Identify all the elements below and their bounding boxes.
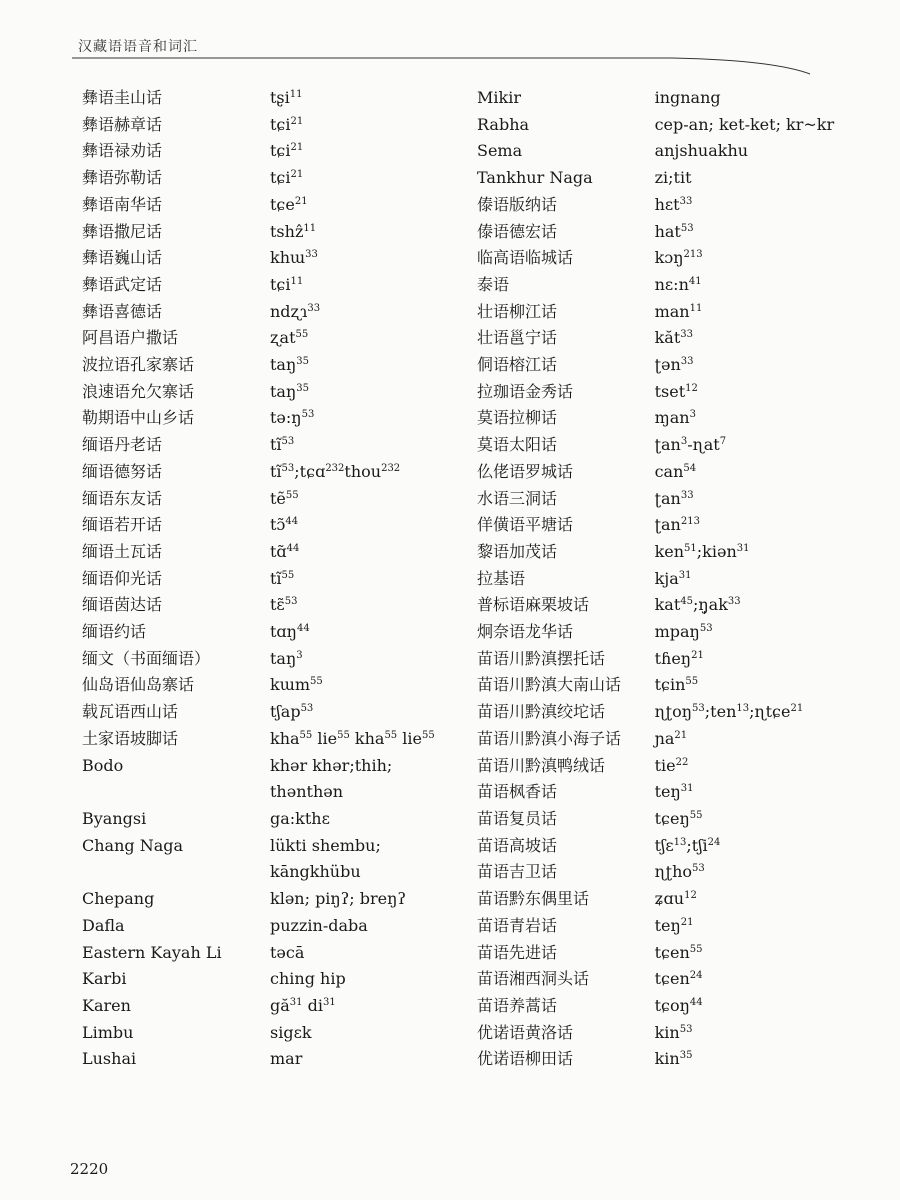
entry-row: [78, 966, 458, 993]
entry-row: [78, 619, 458, 646]
transcription: kin$^{53}$: [654, 1022, 693, 1042]
language-name: 傣语版纳话: [477, 194, 558, 214]
entry-row: [78, 646, 458, 673]
entry-row: [474, 726, 894, 753]
language-name: 缅文（书面缅语）: [82, 648, 211, 668]
entry-row: [474, 459, 894, 486]
transcription: ɲa$^{21}$: [654, 728, 688, 748]
language-name: 载瓦语西山话: [82, 702, 179, 722]
transcription: təcā: [270, 942, 305, 962]
language-name: 黎语加茂话: [477, 541, 558, 561]
right-column: [474, 85, 894, 1073]
entry-row: [78, 833, 458, 886]
language-name: 苗语枫香话: [477, 782, 558, 802]
transcription: $tĩ^{53};tɕɑ^{232}thou^{232}$: [270, 461, 401, 481]
transcription: hɛt$^{33}$: [654, 194, 693, 214]
language-name: Rabha: [477, 114, 530, 134]
transcription: tɕeŋ$^{55}$: [654, 808, 703, 828]
entry-row: [474, 753, 894, 780]
entry-row: [474, 779, 894, 806]
language-name: 苗语川黔滇鸭绒话: [477, 755, 606, 775]
entry-row: [78, 539, 458, 566]
transcription: tie$^{22}$: [654, 755, 689, 775]
transcription: teŋ$^{21}$: [654, 915, 694, 935]
entry-row: [474, 592, 894, 619]
transcription: $nɛ:n^{41}$: [654, 274, 702, 294]
entry-row: [474, 539, 894, 566]
entry-row: [474, 405, 894, 432]
transcription: cep-an; ket-ket; kr~kr: [654, 114, 835, 134]
transcription: teŋ$^{31}$: [654, 782, 694, 802]
transcription: ɳʈoŋ$^{53}$;ten$^{13}$;ɳtɕe$^{21}$: [654, 702, 804, 722]
transcription: ʈan$^{33}$: [654, 488, 694, 508]
language-name: Tankhur Naga: [477, 168, 593, 188]
entry-row: [474, 966, 894, 993]
transcription: ʑɑu$^{12}$: [654, 889, 697, 909]
entry-row: [474, 913, 894, 940]
transcription: ʈən$^{33}$: [654, 355, 694, 375]
language-name: 缅语德努话: [82, 461, 163, 481]
entry-row: [474, 1020, 894, 1047]
language-name: Limbu: [82, 1022, 134, 1042]
entry-row: [474, 325, 894, 352]
language-name: 苗语青岩话: [477, 915, 558, 935]
language-name: Chang Naga: [82, 835, 184, 855]
language-name: Dafla: [82, 915, 125, 935]
transcription: $tə:ŋ^{53}$: [270, 408, 315, 428]
running-header: 汉藏语语音和词汇: [78, 39, 198, 55]
entry-row: [474, 833, 894, 860]
language-name: 缅语若开话: [82, 515, 163, 535]
transcription: tɕen$^{55}$: [654, 942, 703, 962]
transcription: ga:kthɛ: [270, 808, 330, 828]
language-name: 缅语茵达话: [82, 595, 163, 615]
entry-row: [474, 299, 894, 326]
language-name: 苗语川黔滇摆托话: [477, 648, 606, 668]
language-name: 波拉语孔家寨话: [82, 355, 195, 375]
transcription: lükti shembu; kāngkhübu: [270, 835, 381, 882]
entry-row: [78, 85, 458, 112]
language-name: 优诺语黄洛话: [477, 1022, 574, 1042]
transcription: ɳʈho$^{53}$: [654, 862, 705, 882]
entry-row: [474, 993, 894, 1020]
language-name: 莫语拉柳话: [477, 408, 558, 428]
transcription: ɱan$^3$: [654, 408, 696, 428]
entry-row: [474, 432, 894, 459]
language-name: 彝语禄劝话: [82, 141, 163, 161]
language-name: 缅语土瓦话: [82, 541, 163, 561]
language-name: 拉珈语金秀话: [477, 381, 574, 401]
entry-row: [474, 245, 894, 272]
language-name: 缅语丹老话: [82, 435, 163, 455]
entry-row: [78, 512, 458, 539]
transcription: ndʐɿ$^{33}$: [270, 301, 321, 321]
language-name: 莫语太阳话: [477, 435, 558, 455]
transcription: kɔŋ$^{213}$: [654, 248, 703, 268]
entry-row: [78, 112, 458, 139]
language-name: 炯奈语龙华话: [477, 622, 574, 642]
transcription: $tĩ^{53}$: [270, 435, 295, 455]
entry-row: [78, 192, 458, 219]
entry-row: [474, 672, 894, 699]
language-name: 苗语高坡话: [477, 835, 558, 855]
entry-row: [78, 940, 458, 967]
language-name: 缅语仰光话: [82, 568, 163, 588]
language-name: Karbi: [82, 969, 127, 989]
language-name: 傣语德宏话: [477, 221, 558, 241]
language-name: 彝语撒尼话: [82, 221, 163, 241]
transcription: kin$^{35}$: [654, 1049, 693, 1069]
transcription: tʂi$^{11}$: [270, 88, 303, 107]
transcription: man$^{11}$: [654, 301, 703, 321]
entry-row: [474, 85, 894, 112]
entry-row: [78, 699, 458, 726]
entry-row: [78, 272, 458, 299]
language-name: Eastern Kayah Li: [82, 942, 222, 962]
language-name: 拉基语: [477, 568, 526, 588]
language-name: Mikir: [477, 88, 521, 107]
transcription: mar: [270, 1049, 303, 1069]
transcription: taŋ$^3$: [270, 648, 303, 668]
entry-row: [474, 219, 894, 246]
language-name: 苗语川黔滇绞坨话: [477, 702, 606, 722]
entry-row: [474, 646, 894, 673]
transcription: tɕen$^{24}$: [654, 969, 703, 989]
transcription: tɕoŋ$^{44}$: [654, 995, 703, 1015]
transcription: hat$^{53}$: [654, 221, 694, 241]
entry-row: [474, 486, 894, 513]
entry-row: [474, 112, 894, 139]
language-name: 彝语武定话: [82, 274, 163, 294]
entry-row: [78, 566, 458, 593]
language-name: 彝语巍山话: [82, 248, 163, 268]
transcription: ken$^{51}$;kiən$^{31}$: [654, 541, 750, 561]
language-name: 彝语喜德话: [82, 301, 163, 321]
entry-row: [474, 859, 894, 886]
language-name: 彝语赫章话: [82, 114, 163, 134]
language-name: 缅语东友话: [82, 488, 163, 508]
transcription: $kat^{45};ŋ̩ak^{33}$: [654, 595, 741, 615]
language-name: 佯僙语平塘话: [477, 515, 574, 535]
transcription: $gă^{31}$ $di^{31}$: [270, 995, 336, 1015]
transcription: tʃap$^{53}$: [270, 702, 314, 722]
transcription: sigɛk: [270, 1022, 312, 1042]
transcription: tɦeŋ$^{21}$: [654, 648, 704, 668]
entry-row: [78, 1020, 458, 1047]
transcription: anjshuakhu: [654, 141, 749, 161]
entry-row: [78, 1046, 458, 1073]
transcription: kɯm$^{55}$: [270, 675, 323, 695]
entry-row: [78, 245, 458, 272]
transcription: khər khər;thih; thənthən: [270, 755, 393, 802]
transcription: mpaŋ$^{53}$: [654, 622, 713, 642]
entry-row: [474, 566, 894, 593]
transcription: zi;tit: [654, 168, 692, 188]
entry-row: [474, 699, 894, 726]
language-name: Chepang: [82, 889, 155, 909]
transcription: tɕi$^{21}$: [270, 141, 304, 161]
language-name: 壮语邕宁话: [477, 328, 558, 348]
language-name: 临高语临城话: [477, 248, 574, 268]
transcription: tɕin$^{55}$: [654, 675, 699, 695]
transcription: tɑ̃$^{44}$: [270, 541, 300, 561]
transcription: tɕi$^{21}$: [270, 168, 304, 188]
language-name: 水语三洞话: [477, 488, 558, 508]
entry-row: [78, 325, 458, 352]
transcription: ʈan$^{213}$: [654, 515, 700, 535]
entry-row: [78, 592, 458, 619]
language-name: 侗语榕江话: [477, 355, 558, 375]
language-name: 仙岛语仙岛寨话: [82, 675, 195, 695]
entry-row: [474, 192, 894, 219]
entry-row: [474, 806, 894, 833]
entry-row: [474, 352, 894, 379]
transcription: ʐat$^{55}$: [270, 328, 309, 348]
entry-row: [474, 165, 894, 192]
entry-row: [78, 672, 458, 699]
entry-row: [474, 272, 894, 299]
transcription: kăt$^{33}$: [654, 328, 693, 348]
entry-row: [78, 379, 458, 406]
language-name: 浪速语允欠寨话: [82, 381, 195, 401]
language-name: 苗语湘西洞头话: [477, 969, 590, 989]
transcription: puzzin-daba: [270, 915, 368, 935]
language-name: 苗语复员话: [477, 808, 558, 828]
transcription: tɕe$^{21}$: [270, 194, 308, 214]
entry-row: [78, 726, 458, 753]
entry-row: [78, 432, 458, 459]
entry-row: [474, 379, 894, 406]
language-name: Bodo: [82, 755, 124, 775]
entry-row: [78, 993, 458, 1020]
transcription: tʃɛ$^{13}$;tʃi$^{24}$: [654, 835, 721, 855]
entry-row: [78, 352, 458, 379]
language-name: 仫佬语罗城话: [477, 461, 574, 481]
language-name: Byangsi: [82, 808, 147, 828]
transcription: tẽ$^{55}$: [270, 488, 299, 508]
language-name: Sema: [477, 141, 523, 161]
transcription: kha$^{55}$ lie$^{55}$ kha$^{55}$ lie$^{55}$: [270, 728, 435, 748]
language-name: 彝语圭山话: [82, 88, 163, 107]
entry-row: [78, 806, 458, 833]
entry-row: [474, 138, 894, 165]
entry-row: [474, 1046, 894, 1073]
entry-row: [78, 913, 458, 940]
transcription: taŋ$^{35}$: [270, 381, 310, 401]
language-name: 彝语南华话: [82, 194, 163, 214]
entry-row: [78, 886, 458, 913]
language-name: Lushai: [82, 1049, 137, 1069]
entry-row: [78, 459, 458, 486]
transcription: ʈan$^3$-ɳat$^7$: [654, 435, 727, 455]
entry-row: [78, 165, 458, 192]
transcription: ching hip: [270, 969, 346, 989]
transcription: ingnang: [654, 88, 721, 107]
language-name: 普标语麻栗坡话: [477, 595, 590, 615]
language-name: 勒期语中山乡话: [82, 408, 195, 428]
transcription: taŋ$^{35}$: [270, 355, 310, 375]
entry-row: [474, 512, 894, 539]
entry-row: [78, 753, 458, 806]
language-name: 缅语约话: [82, 622, 147, 642]
language-name: 苗语黔东偶里话: [477, 889, 590, 909]
transcription: $tĩ^{55}$: [270, 568, 295, 588]
transcription: tset$^{12}$: [654, 381, 698, 401]
language-name: 土家语坡脚话: [82, 728, 179, 748]
entry-row: [474, 886, 894, 913]
header-rule: [72, 54, 812, 84]
language-name: 苗语先进话: [477, 942, 558, 962]
page-number: 2220: [70, 1160, 109, 1178]
entry-row: [474, 619, 894, 646]
language-name: 苗语川黔滇小海子话: [477, 728, 622, 748]
language-name: 阿昌语户撒话: [82, 328, 179, 348]
language-name: 优诺语柳田话: [477, 1049, 574, 1069]
language-name: 泰语: [477, 274, 510, 294]
transcription: tɕi$^{11}$: [270, 274, 304, 294]
entry-row: [78, 219, 458, 246]
entry-row: [78, 138, 458, 165]
transcription: tɕi$^{21}$: [270, 114, 304, 134]
language-name: 苗语养蒿话: [477, 995, 558, 1015]
entry-row: [474, 940, 894, 967]
entry-row: [78, 405, 458, 432]
transcription: can$^{54}$: [654, 461, 697, 481]
language-name: 壮语柳江话: [477, 301, 558, 321]
transcription: tshẑ$^{11}$: [270, 221, 317, 241]
transcription: kja$^{31}$: [654, 568, 692, 588]
transcription: tɑŋ$^{44}$: [270, 622, 310, 642]
transcription: khɯ$^{33}$: [270, 248, 318, 268]
language-name: 苗语川黔滇大南山话: [477, 675, 622, 695]
transcription: klən; piŋʔ; breŋʔ: [270, 889, 407, 909]
transcription: tɛ̃$^{53}$: [270, 595, 298, 615]
transcription: tɔ̃$^{44}$: [270, 515, 299, 535]
left-column: [78, 85, 458, 1073]
language-name: 彝语弥勒话: [82, 168, 163, 188]
entry-row: [78, 486, 458, 513]
language-name: Karen: [82, 995, 131, 1015]
language-name: 苗语吉卫话: [477, 862, 558, 882]
entry-row: [78, 299, 458, 326]
